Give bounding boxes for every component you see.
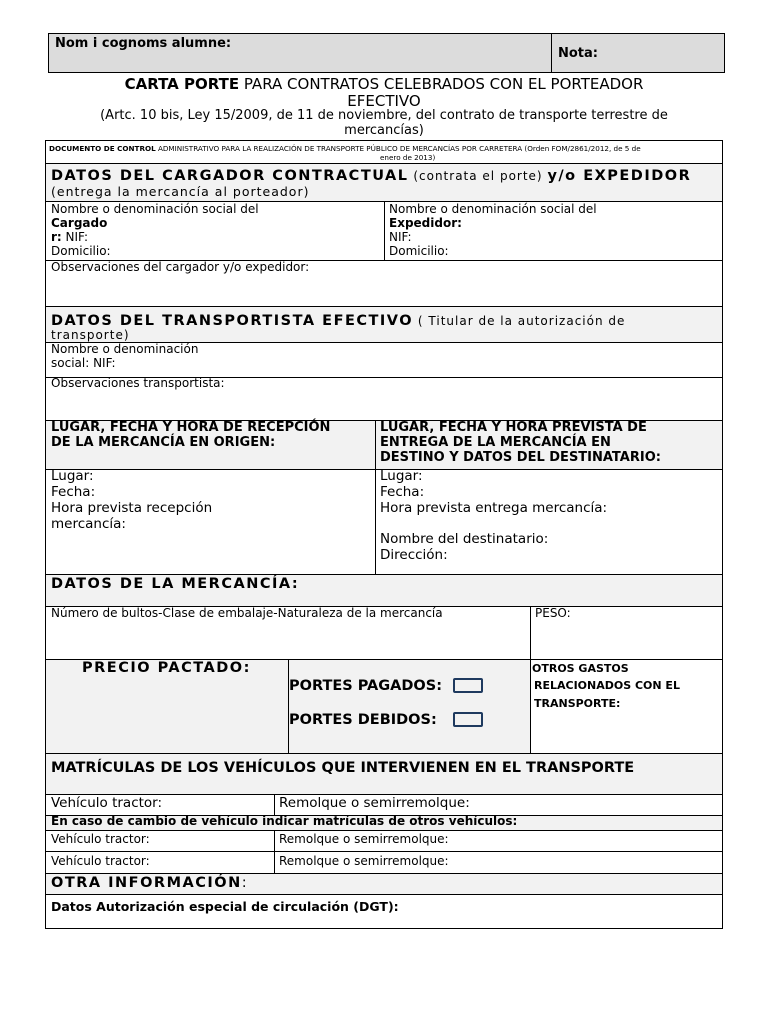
title-rest: PARA CONTRATOS CELEBRADOS CON EL PORTEADOR [239,75,644,93]
destino-nombre: Nombre del destinatario: [380,531,549,547]
title-bold: CARTA PORTE [124,75,240,93]
tractor-label-1: Vehículo tractor: [51,795,163,811]
transportista-nif-label: social: NIF: [51,356,116,370]
otros-gastos-label-1: OTROS GASTOS [532,662,629,675]
origen-fecha: Fecha: [51,484,96,500]
cargador-label: Cargado [51,216,108,230]
student-name-label: Nom i cognoms alumne: [55,36,232,51]
tractor-label-3: Vehículo tractor: [51,854,150,868]
cargador-heading-yo: y/o EXPEDIDOR [547,168,692,184]
origen-lugar: Lugar: [51,468,94,484]
precio-pactado-label: PRECIO PACTADO: [82,660,251,676]
portes-debidos-checkbox[interactable] [453,712,483,727]
tractor-label-2: Vehículo tractor: [51,832,150,846]
destino-heading-1: LUGAR, FECHA Y HORA PREVISTA DE [380,420,647,435]
subtitle-line2: mercancías) [344,123,424,138]
cambio-label: En caso de cambio de vehículo indicar matrículas de otros vehículos: [51,814,518,828]
cargador-name-label: Nombre o denominación social del [51,202,259,216]
title-line2: EFECTIVO [347,92,421,110]
remolque-label-1: Remolque o semirremolque: [279,795,470,811]
matriculas-heading: MATRÍCULAS DE LOS VEHÍCULOS QUE INTERVIENEN EN EL TRANSPORTE [51,760,635,776]
origen-hora-2: mercancía: [51,516,126,532]
remolque-label-3: Remolque o semirremolque: [279,854,449,868]
origen-hora-1: Hora prevista recepción [51,500,213,516]
destino-hora: Hora prevista entrega mercancía: [380,500,608,516]
portes-debidos-label: PORTES DEBIDOS: [289,712,437,728]
transportista-heading-note2: transporte) [51,328,130,342]
destino-heading-2: ENTREGA DE LA MERCANCÍA EN [380,435,611,450]
control-text [49,145,641,153]
destino-fecha: Fecha: [380,484,425,500]
precio-divider-1 [288,660,289,753]
portes-pagados-checkbox[interactable] [453,678,483,693]
control-text-line2: enero de 2013) [380,153,436,162]
portes-pagados-label: PORTES PAGADOS: [289,678,443,694]
otra-info-heading-text: OTRA INFORMACIÓN [51,875,242,891]
remolque-label-2: Remolque o semirremolque: [279,832,449,846]
grade-label: Nota: [558,46,598,61]
otros-gastos-label-3: TRANSPORTE: [534,697,621,710]
cargador-heading-note: (contrata el porte) [408,169,548,183]
otra-info-heading [51,875,248,892]
cargador-nif-label [51,231,88,245]
cargador-heading-text: DATOS DEL CARGADOR CONTRACTUAL [51,168,409,184]
control-bold: DOCUMENTO DE CONTROL [49,144,156,153]
cargador-obs-label: Observaciones del cargador y/o expedidor: [51,260,310,274]
cargador-r: r: [51,230,62,244]
transportista-heading [51,313,625,330]
cargador-nif: NIF: [61,230,89,244]
mercancia-desc-label: Número de bultos-Clase de embalaje-Naturaleza de la mercancía [51,606,443,620]
destino-direccion: Dirección: [380,547,448,563]
origen-heading-1: LUGAR, FECHA Y HORA DE RECEPCIÓN [51,420,331,435]
subtitle-line1: (Artc. 10 bis, Ley 15/2009, de 11 de noviembre, del contrato de transporte terrestre de [100,108,668,123]
control-rest: ADMINISTRATIVO PARA LA REALIZACIÓN DE TRANSPORTE PÚBLICO DE MERCANCÍAS POR CARRETERA (Orden FOM/2861/2012, de 5 de [155,144,641,153]
destino-heading-3: DESTINO Y DATOS DEL DESTINATARIO: [380,450,661,465]
peso-label: PESO: [535,606,571,620]
transportista-heading-note: ( Titular de la autorización de [413,314,626,328]
precio-divider-2 [530,660,531,753]
matriculas-divider-1 [274,795,275,816]
transportista-name-label: Nombre o denominación [51,342,199,356]
expedidor-name-label: Nombre o denominación social del [389,202,597,216]
dgt-label: Datos Autorización especial de circulación (DGT): [51,899,399,914]
transportista-obs-label: Observaciones transportista: [51,376,225,390]
otros-gastos-label-2: RELACIONADOS CON EL [534,679,680,692]
cargador-divider [384,202,385,261]
cargador-domicilio-label: Domicilio: [51,244,111,258]
destino-lugar: Lugar: [380,468,423,484]
cargador-heading [51,168,691,185]
mercancia-heading: DATOS DE LA MERCANCÍA: [51,576,300,592]
expedidor-nif-label: NIF: [389,230,412,244]
transportista-heading-text: DATOS DEL TRANSPORTISTA EFECTIVO [51,313,414,329]
cargador-subnote: (entrega la mercancía al porteador) [51,184,310,199]
mercancia-divider [530,607,531,660]
expedidor-label: Expedidor: [389,216,462,230]
expedidor-domicilio-label: Domicilio: [389,244,449,258]
otra-info-colon: : [241,875,249,891]
origen-heading-2: DE LA MERCANCÍA EN ORIGEN: [51,435,276,450]
page-title [0,76,768,93]
